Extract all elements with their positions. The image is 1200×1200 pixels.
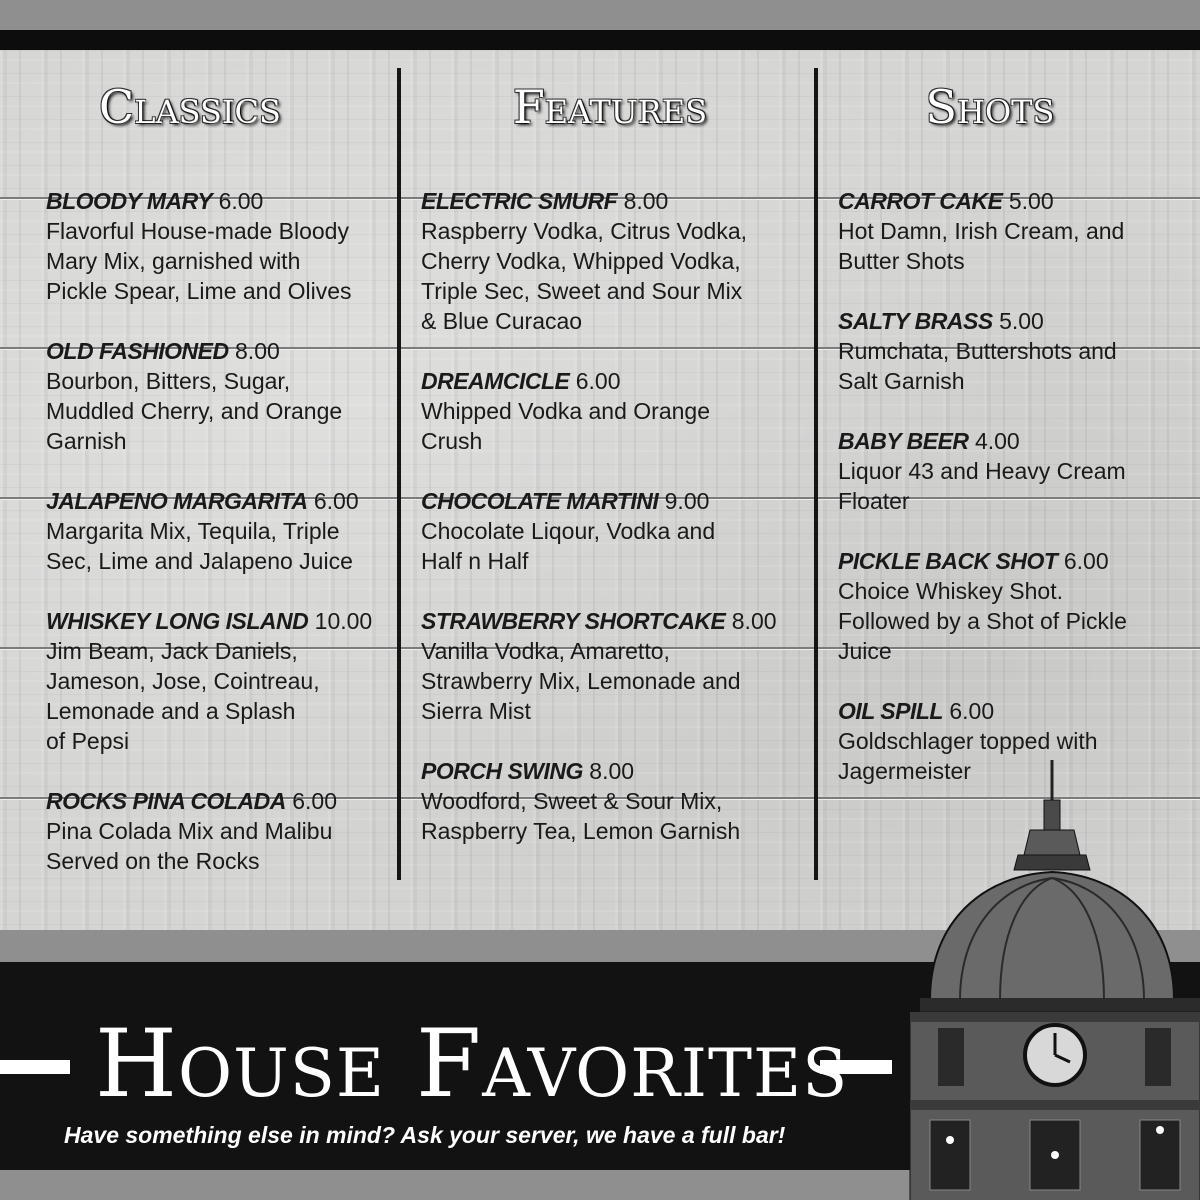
footer-heading: House Favorites (95, 1010, 849, 1119)
item-name: WHISKEY LONG ISLAND (46, 608, 309, 634)
item-name: JALAPENO MARGARITA (46, 488, 308, 514)
item-name: ROCKS PINA COLADA (46, 788, 286, 814)
item-price: 6.00 (575, 368, 621, 394)
top-gray-band (0, 0, 1200, 30)
menu-item (838, 546, 1198, 666)
item-description: Margarita Mix, Tequila, Triple Sec, Lime and Jalapeno Juice (46, 518, 353, 574)
item-name: ELECTRIC SMURF (421, 188, 618, 214)
menu-item (46, 186, 406, 306)
item-name: PORCH SWING (421, 758, 583, 784)
item-name: OLD FASHIONED (46, 338, 229, 364)
features-title: Features (512, 80, 708, 134)
footer-tagline: Have something else in mind? Ask your server, we have a full bar! (64, 1122, 786, 1148)
item-name: SALTY BRASS (838, 308, 993, 334)
item-name: BLOODY MARY (46, 188, 213, 214)
item-name: OIL SPILL (838, 698, 943, 724)
shots-column (838, 186, 1198, 816)
column-divider (814, 68, 818, 880)
item-price: 6.00 (1063, 548, 1109, 574)
item-name: PICKLE BACK SHOT (838, 548, 1058, 574)
classics-title: Classics (99, 80, 281, 134)
item-price: 5.00 (999, 308, 1044, 334)
item-name: STRAWBERRY SHORTCAKE (421, 608, 726, 634)
menu-item (46, 606, 406, 756)
item-description: Pina Colada Mix and Malibu Served on the Rocks (46, 818, 333, 874)
item-price: 6.00 (949, 698, 995, 724)
menu-item (421, 486, 781, 576)
item-description: Bourbon, Bitters, Sugar, Muddled Cherry, and Orange Garnish (46, 368, 343, 454)
menu-item (46, 786, 406, 876)
item-price: 9.00 (664, 488, 710, 514)
item-price: 5.00 (1008, 188, 1054, 214)
classics-column (46, 186, 406, 906)
item-description: Raspberry Vodka, Citrus Vodka, Cherry Vodka, Whipped Vodka, Triple Sec, Sweet and Sour Mix & Blue Curacao (421, 218, 747, 334)
item-description: Woodford, Sweet & Sour Mix, Raspberry Tea, Lemon Garnish (421, 788, 741, 844)
heading-rule-left (0, 1060, 70, 1074)
menu-item (421, 756, 781, 846)
item-price: 8.00 (623, 188, 669, 214)
item-price: 8.00 (731, 608, 777, 634)
item-price: 6.00 (292, 788, 337, 814)
item-name: BABY BEER (838, 428, 969, 454)
item-price: 6.00 (313, 488, 359, 514)
item-price: 4.00 (974, 428, 1020, 454)
menu-item (46, 486, 406, 576)
item-description: Vanilla Vodka, Amaretto, Strawberry Mix, Lemonade and Sierra Mist (421, 638, 741, 724)
item-description: Jim Beam, Jack Daniels, Jameson, Jose, Cointreau, Lemonade and a Splash of Pepsi (46, 638, 320, 754)
item-description: Liquor 43 and Heavy Cream Floater (838, 458, 1126, 514)
menu-item (46, 336, 406, 456)
menu-item (421, 186, 781, 336)
courthouse-dome-illustration (890, 760, 1200, 1200)
item-description: Goldschlager topped with Jagermeister (838, 728, 1098, 784)
item-price: 6.00 (218, 188, 264, 214)
item-price: 8.00 (235, 338, 280, 364)
shots-title: Shots (925, 80, 1055, 134)
menu-item (838, 306, 1198, 396)
item-price: 8.00 (589, 758, 635, 784)
item-description: Choice Whiskey Shot. Followed by a Shot of Pickle Juice (838, 578, 1127, 664)
menu-item (421, 366, 781, 456)
menu-item (838, 426, 1198, 516)
item-description: Hot Damn, Irish Cream, and Butter Shots (838, 218, 1125, 274)
item-description: Flavorful House-made Bloody Mary Mix, garnished with Pickle Spear, Lime and Olives (46, 218, 352, 304)
features-column (421, 186, 781, 876)
item-name: CARROT CAKE (838, 188, 1003, 214)
menu-item (421, 606, 781, 726)
top-black-band (0, 30, 1200, 50)
item-price: 10.00 (314, 608, 373, 634)
menu-item (838, 186, 1198, 276)
item-name: DREAMCICLE (421, 368, 570, 394)
item-name: CHOCOLATE MARTINI (421, 488, 659, 514)
item-description: Whipped Vodka and Orange Crush (421, 398, 710, 454)
item-description: Rumchata, Buttershots and Salt Garnish (838, 338, 1117, 394)
item-description: Chocolate Liqour, Vodka and Half n Half (421, 518, 716, 574)
